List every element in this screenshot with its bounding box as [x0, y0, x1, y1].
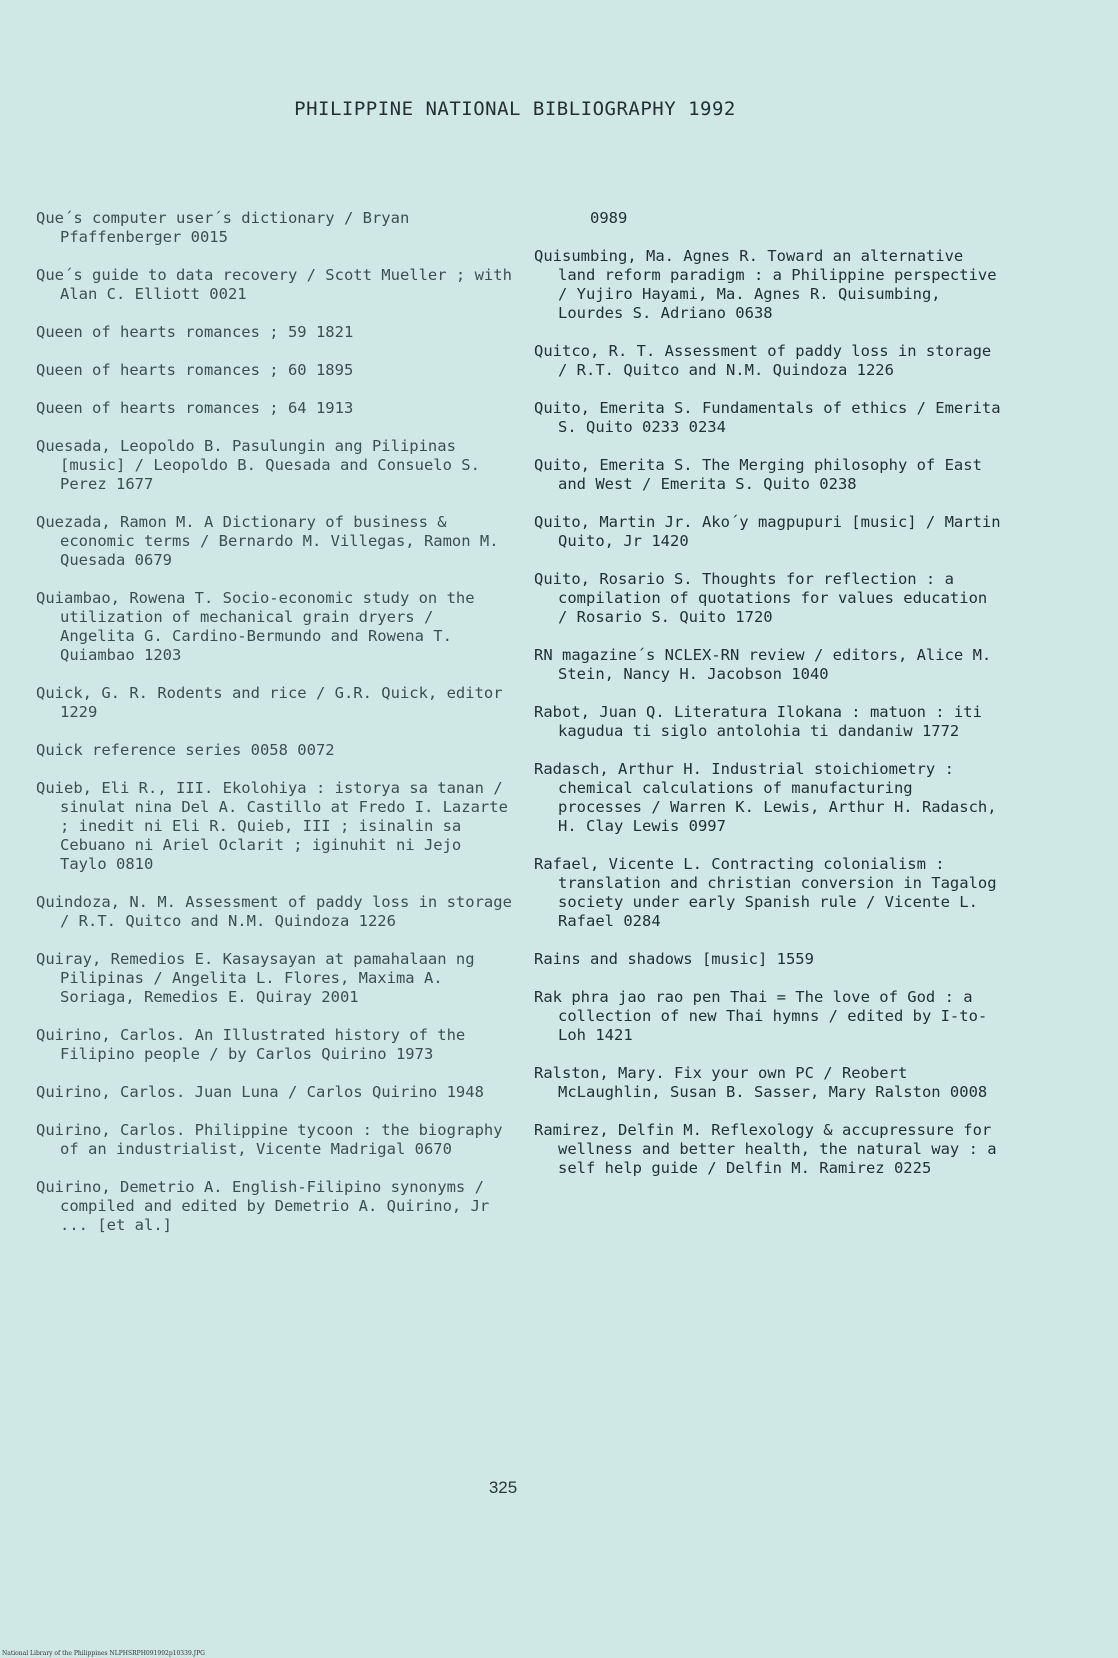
bibliography-entry: Quito, Rosario S. Thoughts for reflection : a compilation of quotations for values education / Rosario S. Quito 1720 — [534, 570, 988, 626]
bibliography-entry: Quindoza, N. M. Assessment of paddy loss in storage / R.T. Quitco and N.M. Quindoza 1226 — [36, 893, 512, 930]
entry-continuation: 0989 — [590, 209, 628, 227]
bibliography-entry: Quirino, Carlos. An Illustrated history of the Filipino people / by Carlos Quirino 1973 — [36, 1026, 466, 1063]
bibliography-entry: Ralston, Mary. Fix your own PC / Reobert McLaughlin, Susan B. Sasser, Mary Ralston 0008 — [534, 1064, 988, 1101]
bibliography-entry: Rak phra jao rao pen Thai = The love of God : a collection of new Thai hymns / edited by I-to-Loh 1421 — [534, 988, 988, 1044]
bibliography-entry: Rains and shadows [music] 1559 — [534, 950, 814, 968]
bibliography-entry: Queen of hearts romances ; 60 1895 — [36, 361, 354, 379]
bibliography-entry: Quiray, Remedios E. Kasaysayan at pamahalaan ng Pilipinas / Angelita L. Flores, Maxima A. Soriaga, Remedios E. Quiray 2001 — [36, 950, 475, 1006]
bibliography-entry: Quito, Emerita S. Fundamentals of ethics / Emerita S. Quito 0233 0234 — [534, 399, 1001, 436]
bibliography-entry: Que´s computer user´s dictionary / Bryan Pfaffenberger 0015 — [36, 209, 410, 246]
bibliography-entry: Que´s guide to data recovery / Scott Mueller ; with Alan C. Elliott 0021 — [36, 266, 512, 303]
bibliography-entry: Rabot, Juan Q. Literatura Ilokana : matuon : iti kagudua ti siglo antolohia ti dandaniw 1772 — [534, 703, 982, 740]
bibliography-entry: Quirino, Carlos. Juan Luna / Carlos Quirino 1948 — [36, 1083, 484, 1101]
bibliography-entry: Quitco, R. T. Assessment of paddy loss in storage / R.T. Quitco and N.M. Quindoza 1226 — [534, 342, 992, 379]
bibliography-entry: Quito, Martin Jr. Ako´y magpupuri [music] / Martin Quito, Jr 1420 — [534, 513, 1001, 550]
bibliography-entry: Queen of hearts romances ; 59 1821 — [36, 323, 354, 341]
bibliography-entry: Quiambao, Rowena T. Socio-economic study on the utilization of mechanical grain dryers / Angelita G. Cardino-Bermundo and Rowena T. Quiambao 1203 — [36, 589, 475, 664]
bibliography-entry: Quick, G. R. Rodents and rice / G.R. Quick, editor 1229 — [36, 684, 503, 721]
right-column — [534, 209, 1004, 1197]
bibliography-entry: Quirino, Demetrio A. English-Filipino synonyms / compiled and edited by Demetrio A. Quirino, Jr ... [et al.] — [36, 1178, 490, 1234]
bibliography-entry: Quieb, Eli R., III. Ekolohiya : istorya sa tanan / sinulat nina Del A. Castillo at Fredo I. Lazarte ; inedit ni Eli R. Quieb, III ; isinalin sa Cebuano ni Ariel Oclarit ; iginuhit ni Jejo Taylo 0810 — [36, 779, 508, 873]
bibliography-entry: Quirino, Carlos. Philippine tycoon : the biography of an industrialist, Vicente Madrigal 0670 — [36, 1121, 503, 1158]
scan-caption: National Library of the Philippines NLPHSRPH091992p10339.JPG — [2, 1650, 205, 1657]
bibliography-entry: Quesada, Leopoldo B. Pasulungin ang Pilipinas [music] / Leopoldo B. Quesada and Consuelo S. Perez 1677 — [36, 437, 480, 493]
bibliography-entry: RN magazine´s NCLEX-RN review / editors, Alice M. Stein, Nancy H. Jacobson 1040 — [534, 646, 992, 683]
bibliography-entry: Radasch, Arthur H. Industrial stoichiometry : chemical calculations of manufacturing processes / Warren K. Lewis, Arthur H. Radasch, H. Clay Lewis 0997 — [534, 760, 997, 835]
left-column — [36, 209, 516, 1254]
bibliography-entry: Queen of hearts romances ; 64 1913 — [36, 399, 354, 417]
bibliography-entry: Quezada, Ramon M. A Dictionary of business & economic terms / Bernardo M. Villegas, Ramon M. Quesada 0679 — [36, 513, 499, 569]
bibliography-entry: Quito, Emerita S. The Merging philosophy of East and West / Emerita S. Quito 0238 — [534, 456, 982, 493]
bibliography-entry: Quick reference series 0058 0072 — [36, 741, 335, 759]
bibliography-entry: Ramirez, Delfin M. Reflexology & accupressure for wellness and better health, the natural way : a self help guide / Delfin M. Ramirez 0225 — [534, 1121, 997, 1177]
bibliography-entry: Rafael, Vicente L. Contracting colonialism : translation and christian conversion in Tagalog society under early Spanish rule / Vicente L. Rafael 0284 — [534, 855, 997, 930]
page-title: PHILIPPINE NATIONAL BIBLIOGRAPHY 1992 — [294, 98, 736, 120]
bibliography-entry: Quisumbing, Ma. Agnes R. Toward an alternative land reform paradigm : a Philippine perspective / Yujiro Hayami, Ma. Agnes R. Quisumbing, Lourdes S. Adriano 0638 — [534, 247, 997, 322]
page-number: 325 — [488, 1478, 518, 1497]
